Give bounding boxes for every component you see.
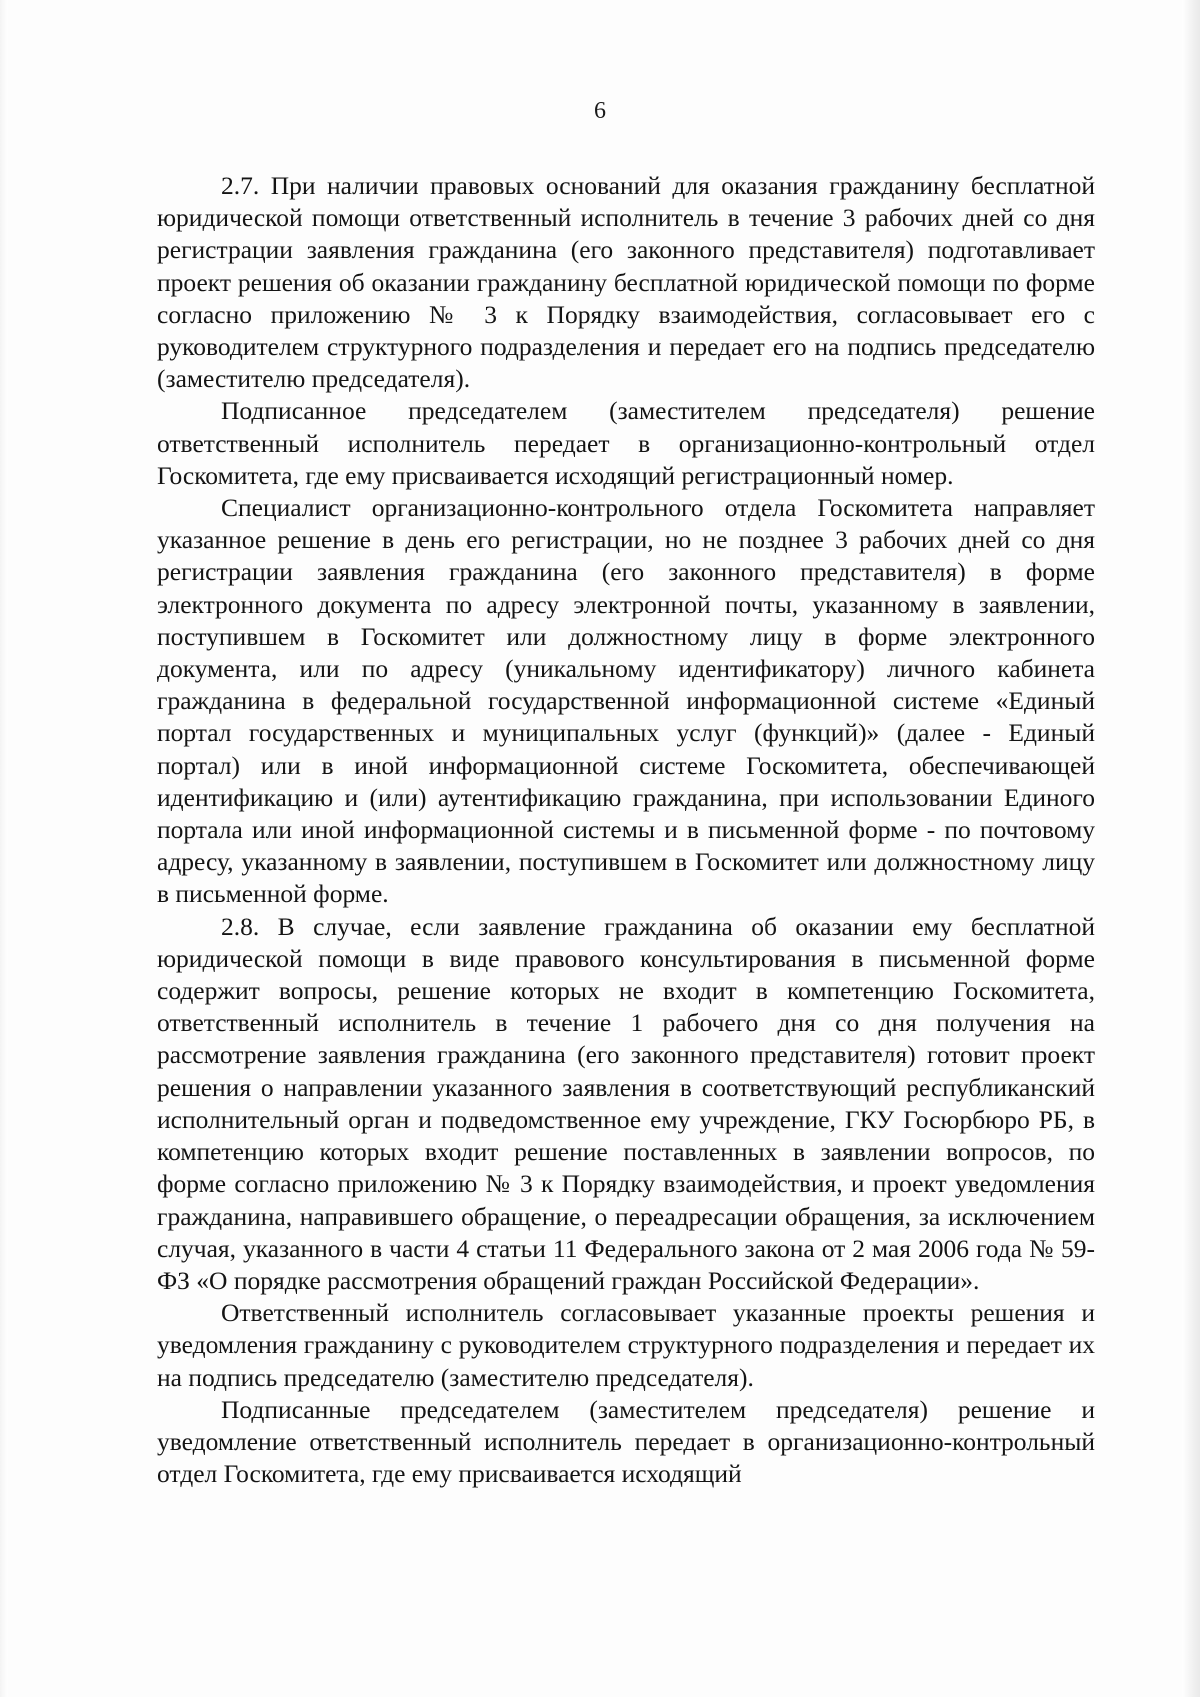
paragraph-2-7: 2.7. При наличии правовых оснований для оказания гражданину бесплатной юридической помощи ответственный исполнитель в течение 3 рабочих дней со дня регистрации заявления гражданина (его законного представителя) подготавливает проект решения об оказании гражданину бесплатной юридической помощи по форме согласно приложению № 3 к Порядку взаимодействия, согласовывает его с руководителем структурного подразделения и передает его на подпись председателю (заместителю председателя). [157,171,1095,394]
document-body [157,170,1095,1490]
paragraph-approval: Ответственный исполнитель согласовывает указанные проекты решения и уведомления гражданину с руководителем структурного подразделения и передает их на подпись председателю (заместителю председателя). [157,1298,1095,1392]
scan-edge-left [0,0,8,1697]
paragraph-signed-notification: Подписанные председателем (заместителем председателя) решение и уведомление ответственный исполнитель передает в организационно-контрольный отдел Госкомитета, где ему присваивается исходящий [157,1394,1095,1489]
page-number: 6 [594,98,606,124]
paragraph-specialist: Специалист организационно-контрольного отдела Госкомитета направляет указанное решение в день его регистрации, но не позднее 3 рабочих дней со дня регистрации заявления гражданина (его законного представителя) в форме электронного документа по адресу электронной почты, указанному в заявлении, поступившем в Госкомитет или должностному лицу в форме электронного документа, или по адресу (уникальному идентификатору) личного кабинета гражданина в федеральной государственной информационной системе «Единый портал государственных и муниципальных услуг (функций)» (далее - Единый портал) или в иной информационной системе Госкомитета, обеспечивающей идентификацию и (или) аутентификацию гражданина, при использовании Единого портала или иной информационной системы и в письменной форме - по почтовому адресу, указанному в заявлении, поступившем в Госкомитет или должностному лицу в письменной форме. [157,493,1095,909]
paragraph-signed-decision: Подписанное председателем (заместителем председателя) решение ответственный исполнитель передает в организационно-контрольный отдел Госкомитета, где ему присваивается исходящий регистрационный номер. [157,396,1095,490]
scan-edge-right [1182,0,1200,1697]
paragraph-2-8: 2.8. В случае, если заявление гражданина об оказании ему бесплатной юридической помощи в виде правового консультирования в письменной форме содержит вопросы, решение которых не входит в компетенцию Госкомитета, ответственный исполнитель в течение 1 рабочего дня со дня получения на рассмотрение заявления гражданина (его законного представителя) готовит проект решения о направлении указанного заявления в соответствующий республиканский исполнительный орган и подведомственное ему учреждение, ГКУ Госюрбюро РБ, в компетенцию которых входит решение поставленных в заявлении вопросов, по форме согласно приложению № 3 к Порядку взаимодействия, и проект уведомления гражданина, направившего обращение, о переадресации обращения, за исключением случая, указанного в части 4 статьи 11 Федерального закона от 2 мая 2006 года № 59-ФЗ «О порядке рассмотрения обращений граждан Российской Федерации». [157,911,1095,1295]
